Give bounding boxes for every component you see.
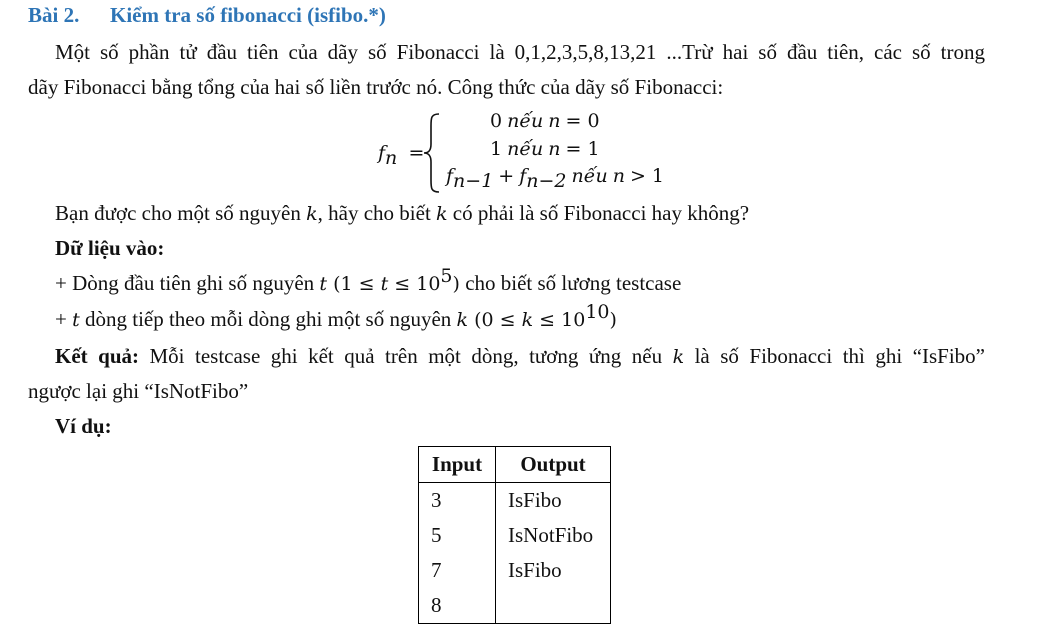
fibonacci-formula [378, 110, 678, 196]
output-line-2: ngược lại ghi “IsNotFibo” [28, 379, 249, 403]
problem-number: Bài 2. [28, 3, 80, 27]
formula-lhs: $f_n$ = [378, 142, 425, 170]
output-cell: IsNotFibo [496, 518, 611, 553]
table-row [419, 483, 611, 519]
input-cell: 7 [419, 553, 496, 588]
formula-case-3: $f_{n-1} + f_{n-2}$ nếu n > 1 [446, 165, 664, 192]
input-cell: 8 [419, 588, 496, 624]
example-heading: Ví dụ: [55, 414, 112, 438]
example-table [418, 446, 611, 624]
output-cell: IsFibo [496, 553, 611, 588]
output-line-1: Kết quả: Mỗi testcase ghi kết quả trên một dòng, tương ứng nếu k là số Fibonacci thì ghi “IsFibo” [55, 344, 985, 368]
intro-line-2: dãy Fibonacci bằng tổng của hai số liền trước nó. Công thức của dãy số Fibonacci: [28, 75, 724, 99]
input-line-2: + t dòng tiếp theo mỗi dòng ghi một số nguyên k $(0 \le k \le 10^{10})$ [55, 301, 617, 331]
input-cell: 3 [419, 483, 496, 519]
output-cell [496, 588, 611, 624]
output-cell: IsFibo [496, 483, 611, 519]
table-row [419, 518, 611, 553]
question-line: Bạn được cho một số nguyên k, hãy cho biết k có phải là số Fibonacci hay không? [55, 201, 750, 225]
table-header-row [419, 447, 611, 483]
header-output: Output [496, 447, 611, 483]
table-row [419, 588, 611, 624]
problem-title [28, 2, 386, 28]
table-row [419, 553, 611, 588]
input-line-1: + Dòng đầu tiên ghi số nguyên t $(1 \le t \le 10^5)$ cho biết số lương testcase [55, 265, 682, 295]
left-brace-icon [422, 112, 442, 194]
formula-case-1: 0 nếu n = 0 [490, 110, 600, 132]
input-heading: Dữ liệu vào: [55, 236, 165, 260]
formula-case-2: 1 nếu n = 1 [490, 138, 600, 160]
intro-line-1: Một số phần tử đầu tiên của dãy số Fibonacci là 0,1,2,3,5,8,13,21 ...Trừ hai số đầu tiên, các số trong [55, 40, 985, 64]
input-cell: 5 [419, 518, 496, 553]
header-input: Input [419, 447, 496, 483]
problem-title-text: Kiểm tra số fibonacci (isfibo.*) [110, 3, 386, 27]
